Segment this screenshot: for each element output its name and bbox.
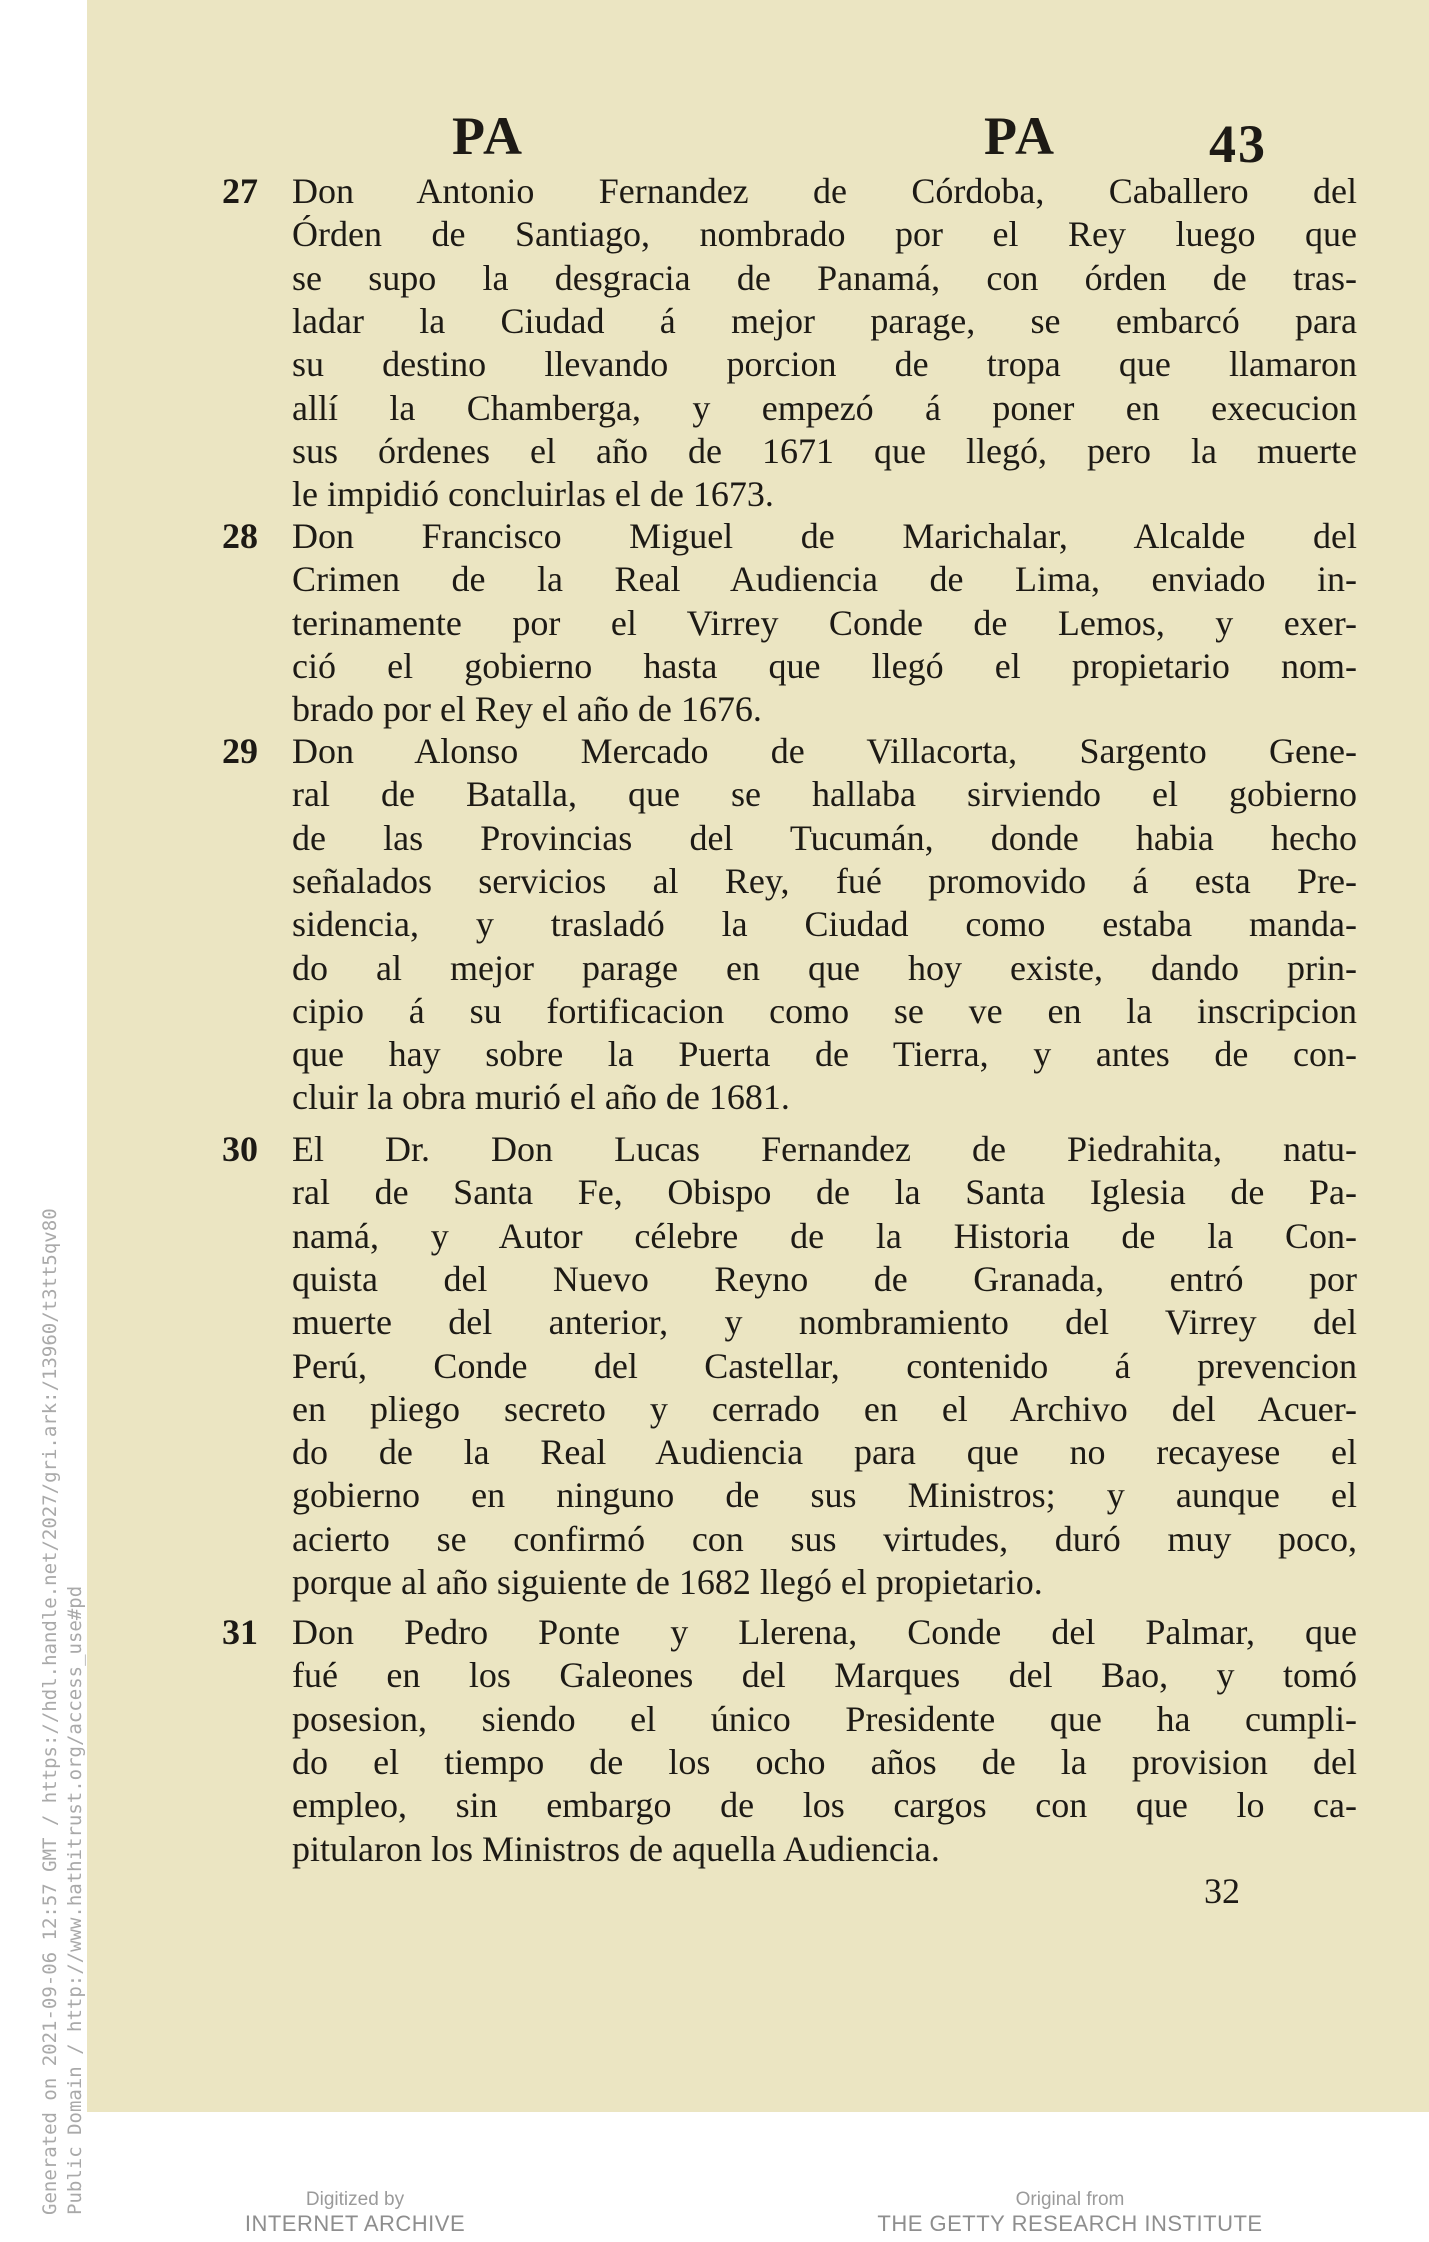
header-left: PA <box>452 106 524 166</box>
entry-number: 27 <box>222 171 258 211</box>
entry-number: 31 <box>222 1612 258 1652</box>
original-from-name: THE GETTY RESEARCH INSTITUTE <box>877 2211 1263 2236</box>
digitized-by-label: Digitized by <box>305 2189 405 2210</box>
scanned-page <box>87 0 1429 2112</box>
entry-line: ció el gobierno hasta que llegó el propietario nom- <box>292 645 1357 686</box>
entry-line: empleo, sin embargo de los cargos con que lo ca- <box>292 1785 1357 1826</box>
header-center: PA <box>984 106 1056 166</box>
entry-line: quista del Nuevo Reyno de Granada, entró por <box>292 1258 1357 1299</box>
entry-line: gobierno en ninguno de sus Ministros; y aunque el <box>292 1475 1357 1516</box>
digitized-by-name: INTERNET ARCHIVE <box>244 2211 466 2236</box>
entry-line: acierto se confirmó con sus virtudes, duró muy poco, <box>292 1518 1357 1559</box>
access-stamp <box>38 1208 88 2215</box>
entry-line: en pliego secreto y cerrado en el Archivo del Acuer- <box>292 1388 1357 1429</box>
entry-line: su destino llevando porcion de tropa que llamaron <box>292 344 1357 385</box>
entry-line: posesion, siendo el único Presidente que ha cumpli- <box>292 1698 1357 1739</box>
entry-line: Órden de Santiago, nombrado por el Rey luego que <box>292 214 1357 255</box>
entry-number: 29 <box>222 731 258 771</box>
entry-line: Don Alonso Mercado de Villacorta, Sargento Gene- <box>292 731 1357 771</box>
entry-line: que hay sobre la Puerta de Tierra, y antes de con- <box>292 1034 1357 1075</box>
entry-line: Don Francisco Miguel de Marichalar, Alcalde del <box>292 516 1357 556</box>
access-stamp-line-1: Generated on 2021-09-06 12:57 GMT / https://hdl.handle.net/2027/gri.ark:/13960/t3tt5qv80 <box>39 1208 61 2215</box>
access-stamp-line-2: Public Domain / http://www.hathitrust.org/access_use#pd <box>64 1585 86 2215</box>
entry-number: 30 <box>222 1129 258 1169</box>
entry-line: cipio á su fortificacion como se ve en la inscripcion <box>292 990 1357 1031</box>
entry-line: muerte del anterior, y nombramiento del Virrey del <box>292 1302 1357 1343</box>
original-from-label: Original from <box>1015 2189 1125 2210</box>
entry-line: Don Antonio Fernandez de Córdoba, Caballero del <box>292 171 1357 211</box>
entry-line: ladar la Ciudad á mejor parage, se embarcó para <box>292 300 1357 341</box>
entry-line: sus órdenes el año de 1671 que llegó, pero la muerte <box>292 430 1357 471</box>
entry-line: de las Provincias del Tucumán, donde habia hecho <box>292 817 1357 858</box>
entry-line: porque al año siguiente de 1682 llegó el propietario. <box>292 1562 1043 1602</box>
entry-line: do al mejor parage en que hoy existe, dando prin- <box>292 947 1357 988</box>
catchword: 32 <box>1204 1871 1240 1911</box>
entry-line: señalados servicios al Rey, fué promovido á esta Pre- <box>292 860 1357 901</box>
entry-line: pitularon los Ministros de aquella Audiencia. <box>292 1828 940 1869</box>
entry-line: ral de Santa Fe, Obispo de la Santa Iglesia de Pa- <box>292 1172 1357 1213</box>
entry-line: se supo la desgracia de Panamá, con órden de tras- <box>292 257 1357 298</box>
entry-line: allí la Chamberga, y empezó á poner en execucion <box>292 387 1357 428</box>
page-number: 43 <box>1209 114 1267 174</box>
entry-line: terinamente por el Virrey Conde de Lemos, y exer- <box>292 602 1357 643</box>
running-header <box>87 105 1429 175</box>
entry-line: le impidió concluirlas el de 1673. <box>292 474 774 515</box>
entry-number: 28 <box>222 516 258 556</box>
entry-line: Perú, Conde del Castellar, contenido á prevencion <box>292 1345 1357 1386</box>
entry-line: sidencia, y trasladó la Ciudad como estaba manda- <box>292 904 1357 945</box>
entry-line: do de la Real Audiencia para que no recayese el <box>292 1432 1357 1473</box>
entry-line: Don Pedro Ponte y Llerena, Conde del Palmar, que <box>292 1612 1357 1652</box>
entry-line: Crimen de la Real Audiencia de Lima, enviado in- <box>292 559 1357 600</box>
entry-line: El Dr. Don Lucas Fernandez de Piedrahita, natu- <box>292 1129 1357 1169</box>
entry-line: do el tiempo de los ocho años de la provision del <box>292 1741 1357 1782</box>
entry-line: cluir la obra murió el año de 1681. <box>292 1077 790 1118</box>
entry-line: ral de Batalla, que se hallaba sirviendo el gobierno <box>292 774 1357 815</box>
entry-line: fué en los Galeones del Marques del Bao, y tomó <box>292 1655 1357 1696</box>
entry-line: brado por el Rey el año de 1676. <box>292 689 762 730</box>
entry-line: namá, y Autor célebre de la Historia de la Con- <box>292 1215 1357 1256</box>
